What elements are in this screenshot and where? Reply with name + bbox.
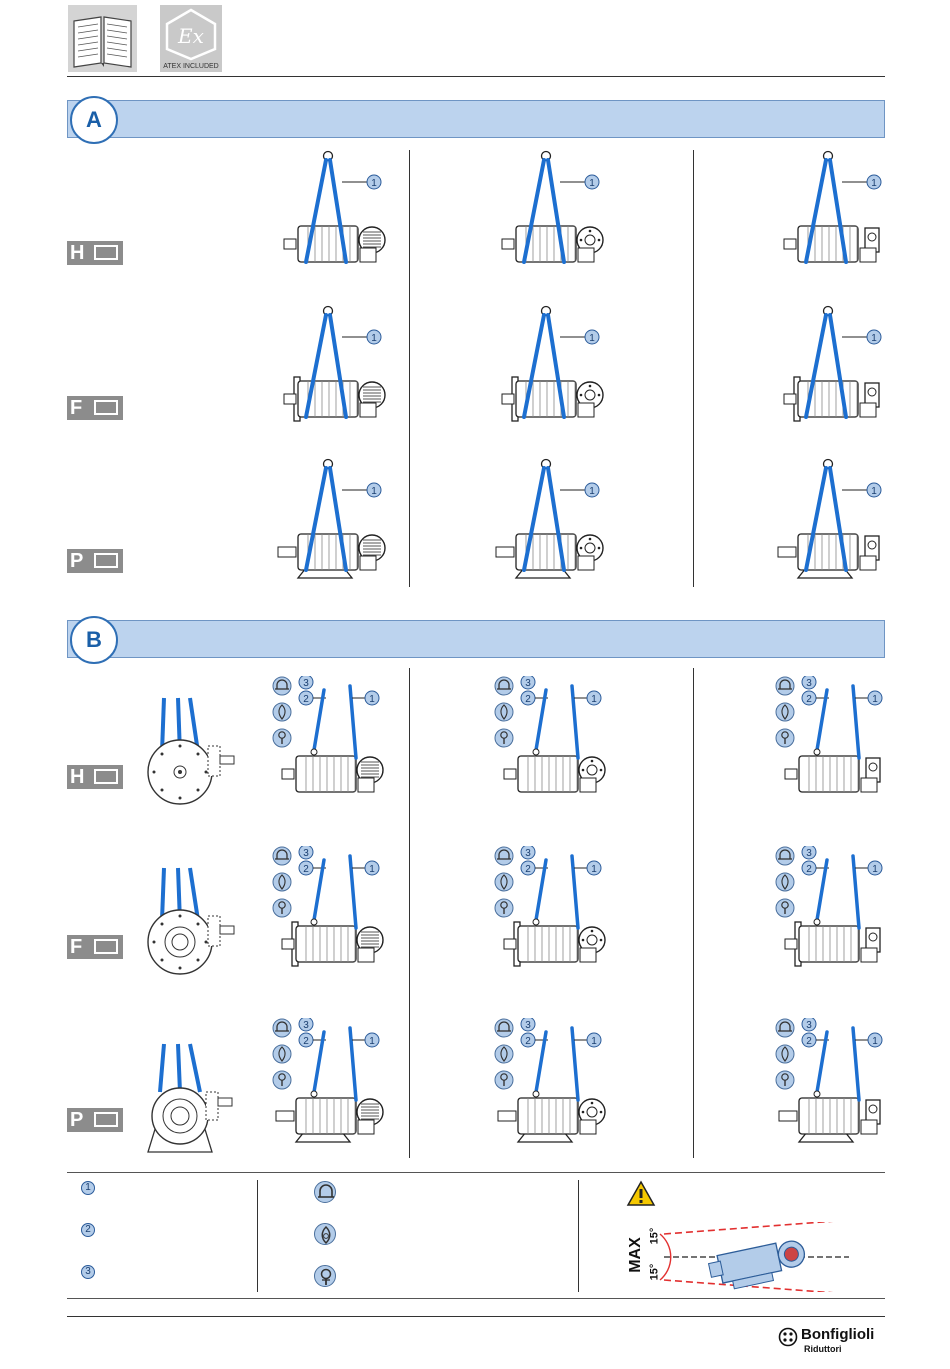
callout-strap — [585, 483, 599, 497]
svg-text:3: 3 — [303, 1020, 309, 1031]
callout-strap — [585, 330, 599, 344]
callout-strap — [585, 175, 599, 189]
lifting-drawing-b-f-3 — [773, 846, 891, 986]
tilt-diagram — [624, 1222, 854, 1292]
callout-strap — [868, 1033, 882, 1047]
section-b-label: B — [70, 616, 118, 664]
svg-text:3: 3 — [806, 848, 812, 859]
svg-text:1: 1 — [369, 864, 375, 875]
lifting-drawing-a-f-2 — [490, 305, 606, 435]
svg-text:1: 1 — [589, 178, 595, 189]
hook-icon — [776, 703, 794, 721]
callout-eyebolt — [802, 691, 816, 705]
svg-text:1: 1 — [589, 486, 595, 497]
callout-strap — [867, 483, 881, 497]
svg-text:3: 3 — [303, 848, 309, 859]
callout-strap — [365, 1033, 379, 1047]
svg-text:2: 2 — [525, 1036, 531, 1047]
footer-rule — [67, 1316, 885, 1317]
callout-shackle — [802, 676, 816, 689]
legend-divider-2 — [578, 1180, 579, 1292]
svg-text:Ex: Ex — [178, 24, 204, 48]
eyebolt-icon — [273, 729, 291, 747]
eyebolt-icon — [776, 729, 794, 747]
svg-text:2: 2 — [303, 864, 309, 875]
callout-shackle — [521, 676, 535, 689]
row-badge-b-f: F — [67, 935, 123, 959]
brand-mark-icon — [778, 1327, 798, 1347]
svg-text:1: 1 — [371, 178, 377, 189]
callout-shackle — [299, 846, 313, 859]
lifting-drawing-b-p-2 — [492, 1018, 610, 1158]
hook-icon — [273, 1045, 291, 1063]
shackle-icon — [776, 677, 794, 695]
svg-text:1: 1 — [589, 333, 595, 344]
svg-text:1: 1 — [871, 333, 877, 344]
svg-text:2: 2 — [303, 1036, 309, 1047]
legend-num-3: 3 — [81, 1265, 95, 1279]
hook-icon — [776, 1045, 794, 1063]
row-badge-b-h: H — [67, 765, 123, 789]
svg-text:1: 1 — [371, 333, 377, 344]
brand-sub: Riduttori — [804, 1344, 842, 1354]
svg-text:1: 1 — [872, 864, 878, 875]
eyebolt-icon — [776, 1071, 794, 1089]
atex-label: ATEX INCLUDED — [163, 63, 219, 70]
shackle-icon — [776, 847, 794, 865]
lifting-drawing-a-h-3 — [772, 150, 888, 280]
hook-icon — [273, 703, 291, 721]
eyebolt-icon — [495, 1071, 513, 1089]
legend-num-1: 1 — [81, 1181, 95, 1195]
callout-shackle — [802, 846, 816, 859]
eyebolt-icon — [314, 1265, 336, 1287]
callout-shackle — [299, 676, 313, 689]
svg-text:1: 1 — [369, 1036, 375, 1047]
legend-divider-1 — [257, 1180, 258, 1292]
angle-up-label: 15° — [648, 1227, 661, 1245]
lifting-drawing-a-p-3 — [772, 458, 888, 588]
shackle-icon — [495, 847, 513, 865]
hook-icon — [776, 873, 794, 891]
legend-num-2: 2 — [81, 1223, 95, 1237]
svg-text:1: 1 — [591, 864, 597, 875]
lifting-drawing-a-f-1 — [272, 305, 388, 435]
lifting-drawing-a-h-1 — [272, 150, 388, 280]
callout-strap — [587, 861, 601, 875]
lifting-drawing-a-p-2 — [490, 458, 606, 588]
svg-text:1: 1 — [872, 1036, 878, 1047]
col-divider-a-1 — [409, 150, 410, 587]
row-badge-a-f: F — [67, 396, 123, 420]
svg-text:3: 3 — [525, 1020, 531, 1031]
svg-text:2: 2 — [525, 694, 531, 705]
svg-text:1: 1 — [591, 694, 597, 705]
eyebolt-icon — [273, 899, 291, 917]
callout-strap — [867, 330, 881, 344]
lifting-drawing-b-p-1 — [270, 1018, 388, 1158]
svg-text:2: 2 — [303, 694, 309, 705]
section-a-bar — [67, 100, 885, 138]
callout-shackle — [521, 1018, 535, 1031]
eyebolt-icon — [273, 1071, 291, 1089]
svg-text:1: 1 — [871, 486, 877, 497]
row-badge-a-h: H — [67, 241, 123, 265]
hook-icon — [314, 1223, 336, 1245]
angle-down-label: 15° — [648, 1263, 661, 1281]
callout-strap — [868, 691, 882, 705]
callout-strap — [367, 483, 381, 497]
callout-eyebolt — [299, 691, 313, 705]
shackle-icon — [314, 1181, 336, 1203]
svg-text:1: 1 — [871, 178, 877, 189]
manual-icon — [68, 5, 137, 72]
svg-text:2: 2 — [806, 694, 812, 705]
svg-text:3: 3 — [806, 678, 812, 689]
hook-icon — [495, 873, 513, 891]
svg-text:1: 1 — [371, 486, 377, 497]
shackle-icon — [273, 847, 291, 865]
callout-shackle — [521, 846, 535, 859]
callout-strap — [867, 175, 881, 189]
side-view-p — [142, 1040, 242, 1163]
row-badge-b-p: P — [67, 1108, 123, 1132]
lifting-drawing-b-f-1 — [270, 846, 388, 986]
callout-eyebolt — [521, 861, 535, 875]
callout-strap — [367, 330, 381, 344]
svg-text:3: 3 — [303, 678, 309, 689]
callout-strap — [868, 861, 882, 875]
callout-eyebolt — [299, 1033, 313, 1047]
eyebolt-icon — [776, 899, 794, 917]
callout-eyebolt — [802, 1033, 816, 1047]
callout-strap — [587, 1033, 601, 1047]
svg-text:1: 1 — [369, 694, 375, 705]
lifting-drawing-a-p-1 — [272, 458, 388, 588]
section-a-label: A — [70, 96, 118, 144]
col-divider-b-2 — [693, 668, 694, 1158]
svg-text:1: 1 — [872, 694, 878, 705]
legend-top-rule — [67, 1172, 885, 1173]
side-view-f — [142, 860, 242, 983]
svg-text:1: 1 — [591, 1036, 597, 1047]
svg-text:2: 2 — [806, 864, 812, 875]
warning-icon — [626, 1180, 656, 1212]
callout-strap — [365, 691, 379, 705]
col-divider-b-1 — [409, 668, 410, 1158]
brand-logo — [778, 1326, 888, 1358]
lifting-drawing-a-f-3 — [772, 305, 888, 435]
shackle-icon — [495, 1019, 513, 1037]
shackle-icon — [273, 677, 291, 695]
callout-eyebolt — [802, 861, 816, 875]
shackle-icon — [495, 677, 513, 695]
svg-text:2: 2 — [806, 1036, 812, 1047]
legend-bottom-rule — [67, 1298, 885, 1299]
callout-eyebolt — [521, 1033, 535, 1047]
hook-icon — [495, 1045, 513, 1063]
svg-text:3: 3 — [525, 678, 531, 689]
callout-eyebolt — [521, 691, 535, 705]
eyebolt-icon — [495, 729, 513, 747]
atex-badge — [160, 5, 222, 72]
lifting-drawing-b-h-3 — [773, 676, 891, 816]
side-view-h — [142, 690, 242, 813]
brand-name: Bonfiglioli — [801, 1326, 875, 1343]
ex-hexagon-icon — [160, 5, 222, 61]
svg-text:2: 2 — [525, 864, 531, 875]
max-label: MAX — [626, 1237, 644, 1273]
lifting-drawing-b-p-3 — [773, 1018, 891, 1158]
lifting-drawing-b-h-1 — [270, 676, 388, 816]
svg-text:3: 3 — [525, 848, 531, 859]
section-b-bar — [67, 620, 885, 658]
callout-strap — [365, 861, 379, 875]
shackle-icon — [776, 1019, 794, 1037]
shackle-icon — [273, 1019, 291, 1037]
callout-eyebolt — [299, 861, 313, 875]
svg-text:3: 3 — [806, 1020, 812, 1031]
callout-shackle — [802, 1018, 816, 1031]
hook-icon — [495, 703, 513, 721]
hook-icon — [273, 873, 291, 891]
callout-shackle — [299, 1018, 313, 1031]
header-rule — [67, 76, 885, 77]
callout-strap — [587, 691, 601, 705]
row-badge-a-p: P — [67, 549, 123, 573]
eyebolt-icon — [495, 899, 513, 917]
lifting-drawing-b-h-2 — [492, 676, 610, 816]
lifting-drawing-b-f-2 — [492, 846, 610, 986]
col-divider-a-2 — [693, 150, 694, 587]
callout-strap — [367, 175, 381, 189]
lifting-drawing-a-h-2 — [490, 150, 606, 280]
